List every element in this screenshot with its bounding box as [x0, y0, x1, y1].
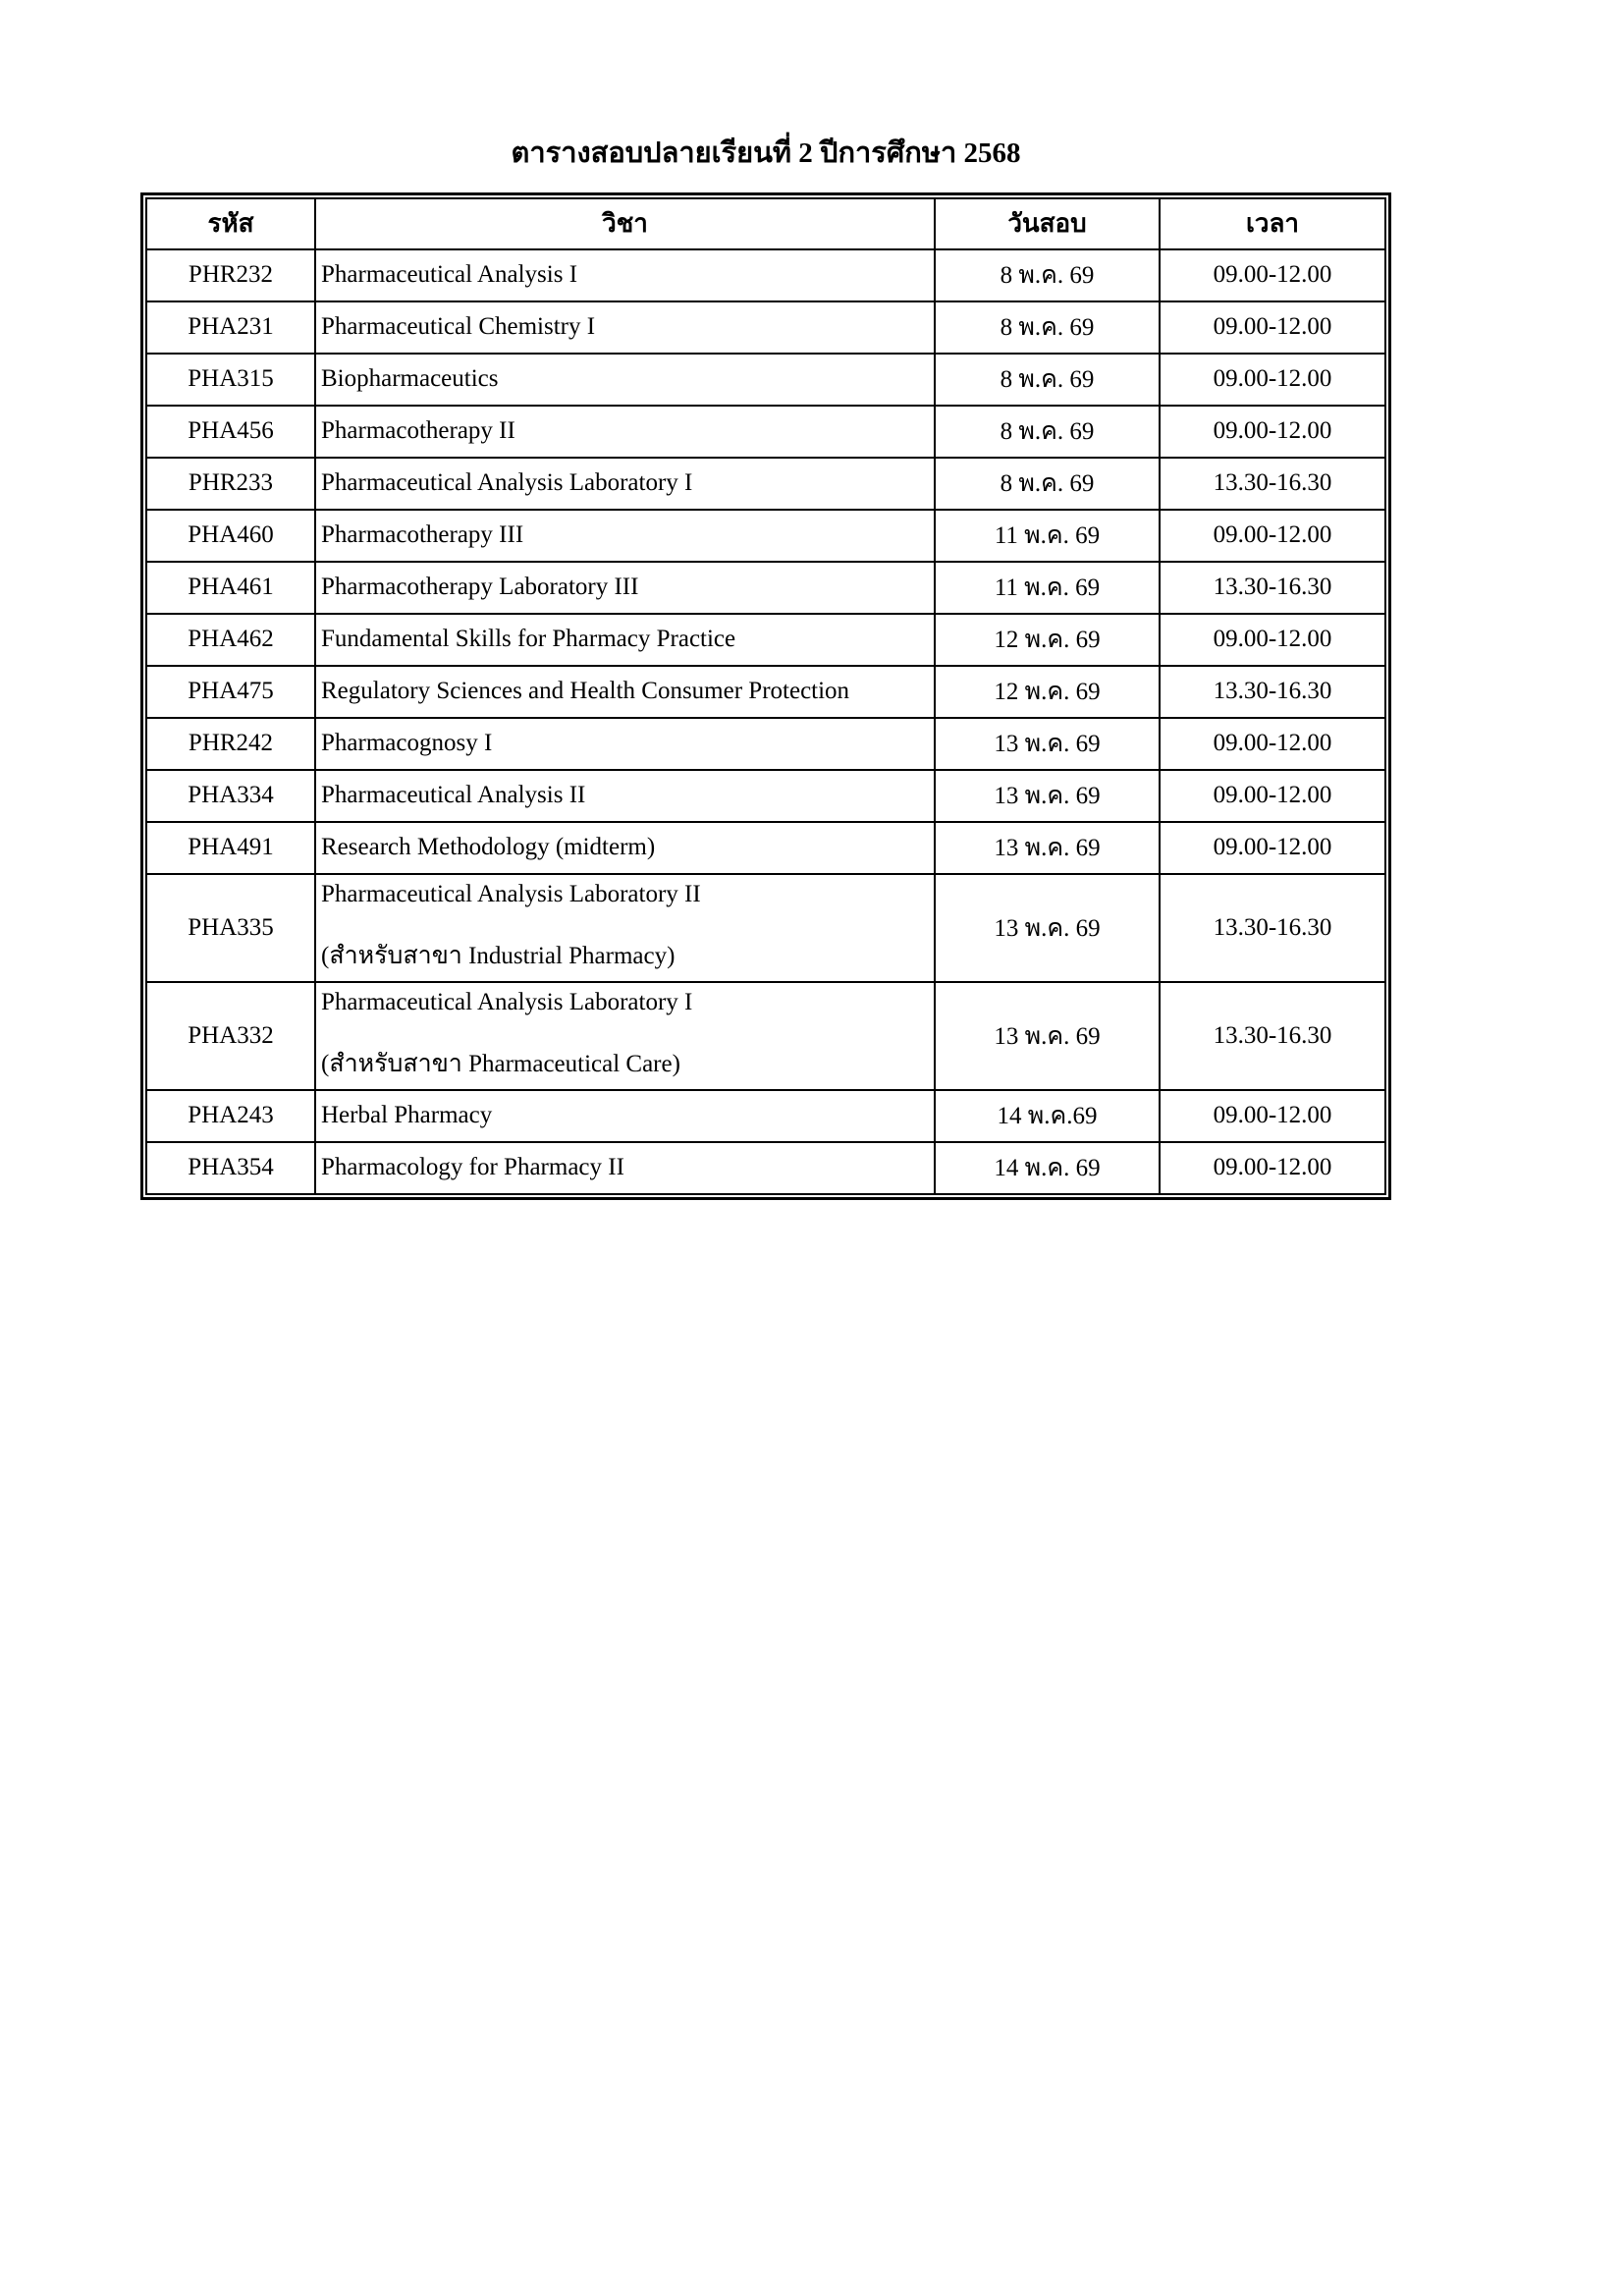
course-subject: [315, 458, 935, 510]
exam-time: 13.30-16.30: [1160, 458, 1385, 510]
header-date: วันสอบ: [935, 198, 1160, 249]
subject-name: Research Methodology (midterm): [321, 834, 656, 861]
course-code: PHA460: [146, 510, 315, 562]
exam-date: 14 พ.ค. 69: [935, 1142, 1160, 1194]
header-row: [146, 198, 1385, 249]
course-subject: [315, 718, 935, 770]
course-code: PHR232: [146, 249, 315, 301]
course-code: PHA462: [146, 614, 315, 666]
exam-time: 09.00-12.00: [1160, 301, 1385, 354]
exam-time: 09.00-12.00: [1160, 614, 1385, 666]
subject-name: Herbal Pharmacy: [321, 1102, 493, 1129]
course-subject: [315, 406, 935, 458]
subject-name: Pharmacotherapy III: [321, 521, 524, 549]
course-code: PHA332: [146, 982, 315, 1090]
course-code: PHA335: [146, 874, 315, 982]
subject-name: Fundamental Skills for Pharmacy Practice: [321, 626, 736, 653]
subject-name: Regulatory Sciences and Health Consumer Protection: [321, 678, 850, 705]
exam-time: 13.30-16.30: [1160, 874, 1385, 982]
table-row: [146, 562, 1385, 614]
table-row: [146, 249, 1385, 301]
exam-date: 13 พ.ค. 69: [935, 874, 1160, 982]
course-subject: [315, 562, 935, 614]
exam-date: 8 พ.ค. 69: [935, 354, 1160, 406]
exam-schedule-table: [145, 197, 1386, 1195]
course-code: PHA475: [146, 666, 315, 718]
exam-date: 13 พ.ค. 69: [935, 822, 1160, 874]
course-code: PHA491: [146, 822, 315, 874]
table-row: [146, 510, 1385, 562]
document-content: [140, 0, 1391, 1200]
subject-name: Pharmacotherapy II: [321, 417, 515, 445]
header-code: รหัส: [146, 198, 315, 249]
table-row: [146, 666, 1385, 718]
subject-name: Pharmaceutical Analysis Laboratory I: [321, 988, 693, 1015]
course-code: PHA456: [146, 406, 315, 458]
exam-time: 09.00-12.00: [1160, 510, 1385, 562]
subject-name: Pharmacotherapy Laboratory III: [321, 574, 639, 601]
table-row: [146, 458, 1385, 510]
course-code: PHA354: [146, 1142, 315, 1194]
course-code: PHR233: [146, 458, 315, 510]
course-code: PHR242: [146, 718, 315, 770]
exam-time: 09.00-12.00: [1160, 822, 1385, 874]
exam-date: 11 พ.ค. 69: [935, 510, 1160, 562]
course-code: PHA231: [146, 301, 315, 354]
exam-table-frame: [140, 192, 1391, 1200]
table-row: [146, 770, 1385, 822]
subject-name: Pharmaceutical Analysis Laboratory I: [321, 469, 693, 497]
exam-date: 13 พ.ค. 69: [935, 770, 1160, 822]
subject-note: (สำหรับสาขา Industrial Pharmacy): [321, 942, 676, 969]
course-subject: [315, 1142, 935, 1194]
exam-date: 8 พ.ค. 69: [935, 406, 1160, 458]
course-subject: [315, 982, 935, 1090]
course-subject: [315, 822, 935, 874]
exam-time: 09.00-12.00: [1160, 718, 1385, 770]
table-row: [146, 1142, 1385, 1194]
subject-name: Biopharmaceutics: [321, 365, 499, 393]
exam-time: 13.30-16.30: [1160, 562, 1385, 614]
exam-date: 8 พ.ค. 69: [935, 458, 1160, 510]
exam-time: 13.30-16.30: [1160, 982, 1385, 1090]
course-subject: [315, 614, 935, 666]
table-row: [146, 982, 1385, 1090]
exam-date: 11 พ.ค. 69: [935, 562, 1160, 614]
exam-time: 09.00-12.00: [1160, 770, 1385, 822]
course-subject: [315, 249, 935, 301]
table-row: [146, 406, 1385, 458]
course-subject: [315, 1090, 935, 1142]
exam-time: 09.00-12.00: [1160, 249, 1385, 301]
table-row: [146, 614, 1385, 666]
course-code: PHA243: [146, 1090, 315, 1142]
subject-name: Pharmaceutical Chemistry I: [321, 313, 596, 341]
exam-time: 09.00-12.00: [1160, 354, 1385, 406]
course-subject: [315, 510, 935, 562]
course-subject: [315, 354, 935, 406]
exam-date: 12 พ.ค. 69: [935, 666, 1160, 718]
course-subject: [315, 770, 935, 822]
exam-date: 8 พ.ค. 69: [935, 249, 1160, 301]
course-subject: [315, 301, 935, 354]
subject-name: Pharmaceutical Analysis I: [321, 261, 578, 289]
page-title: ตารางสอบปลายเรียนที่ 2 ปีการศึกษา 2568: [511, 137, 1021, 169]
subject-name: Pharmaceutical Analysis II: [321, 782, 586, 809]
subject-name: Pharmacology for Pharmacy II: [321, 1154, 624, 1181]
exam-date: 13 พ.ค. 69: [935, 982, 1160, 1090]
table-body: [146, 249, 1385, 1194]
exam-time: 09.00-12.00: [1160, 1090, 1385, 1142]
table-row: [146, 301, 1385, 354]
table-row: [146, 1090, 1385, 1142]
subject-note: (สำหรับสาขา Pharmaceutical Care): [321, 1050, 680, 1077]
course-code: PHA461: [146, 562, 315, 614]
exam-date: 13 พ.ค. 69: [935, 718, 1160, 770]
exam-time: 09.00-12.00: [1160, 1142, 1385, 1194]
course-subject: [315, 666, 935, 718]
table-row: [146, 718, 1385, 770]
course-code: PHA315: [146, 354, 315, 406]
header-time: เวลา: [1160, 198, 1385, 249]
table-row: [146, 822, 1385, 874]
exam-date: 8 พ.ค. 69: [935, 301, 1160, 354]
table-header: [146, 198, 1385, 249]
exam-date: 14 พ.ค.69: [935, 1090, 1160, 1142]
subject-name: Pharmacognosy I: [321, 730, 493, 757]
exam-date: 12 พ.ค. 69: [935, 614, 1160, 666]
course-code: PHA334: [146, 770, 315, 822]
exam-time: 13.30-16.30: [1160, 666, 1385, 718]
table-row: [146, 354, 1385, 406]
course-subject: [315, 874, 935, 982]
exam-time: 09.00-12.00: [1160, 406, 1385, 458]
table-row: [146, 874, 1385, 982]
subject-name: Pharmaceutical Analysis Laboratory II: [321, 880, 701, 907]
header-subject: วิชา: [315, 198, 935, 249]
